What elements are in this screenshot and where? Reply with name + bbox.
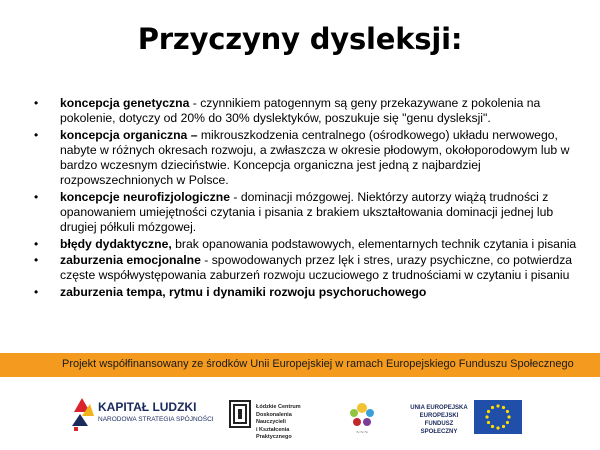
bullet-dot-icon: • bbox=[34, 96, 39, 110]
funding-text: Projekt współfinansowany ze środków Unii Europejskiej w ramach Europejskiego Funduszu Społecznego bbox=[62, 358, 574, 370]
bullet-item bbox=[34, 190, 579, 236]
kapital-ludzki-text bbox=[98, 400, 214, 423]
bullet-dot-icon: • bbox=[34, 284, 39, 299]
kapital-ludzki-logo-icon bbox=[70, 394, 96, 434]
kapital-ludzki-title: KAPITAŁ LUDZKI bbox=[98, 400, 197, 414]
eu-line: EUROPEJSKI bbox=[419, 413, 459, 419]
bullet-item bbox=[34, 96, 579, 127]
bullet-text: - spowodowanych przez lęk i stres, urazy psychiczne, co potwierdza częste współwystępowania zaburzeń rozwoju uczuciowego z trudnościami w czytaniu i pisaniu bbox=[60, 252, 573, 283]
bullet-text: brak opanowania podstawowych, elementarnych technik czytania i pisania bbox=[171, 236, 577, 251]
ldn-line: Doskonalenia Nauczycieli bbox=[256, 411, 292, 425]
eu-line: UNIA EUROPEJSKA bbox=[410, 405, 468, 411]
slide-title: Przyczyny dysleksji: bbox=[137, 22, 463, 56]
bullet-list bbox=[34, 96, 579, 301]
flower-logo-icon bbox=[345, 396, 379, 436]
bullet-text: - czynnikiem patogennym są geny przekazywane z pokolenia na pokolenie, dotyczy od 20% do 30% dyslektyków, poszukuje się "genu dysleksji". bbox=[60, 96, 541, 126]
bullet-dot-icon: • bbox=[34, 252, 39, 267]
bullet-item bbox=[34, 285, 579, 300]
svg-text:~~~: ~~~ bbox=[355, 430, 369, 436]
logo-footer bbox=[0, 386, 600, 450]
bullet-item bbox=[34, 237, 579, 252]
bullet-text: mikrouszkodzenia centralnego (ośrodkowego) układu nerwowego, nabyte w różnych okresach rozwoju, a zwłaszcza w okresie płodowym, okołoporodowym lub w bardzo wczesnym dzieciństwie. Koncepcja organiczna jest jedną z najbardziej rozpowszechnionych w Polsce. bbox=[60, 127, 570, 188]
bullet-item bbox=[34, 253, 579, 284]
bullet-text: - dominacji mózgowej. Niektórzy autorzy wiążą trudności z opanowaniem umiejętności czytania i pisania z brakiem ukształtowania dominacji jednej lub drugiej półkuli mózgowej. bbox=[60, 189, 554, 235]
bullet-term: koncepcja genetyczna bbox=[60, 96, 190, 110]
ldn-square-logo-icon bbox=[229, 400, 251, 428]
ldn-line: i Kształcenia Praktycznego bbox=[256, 426, 292, 440]
bullet-term: błędy dydaktyczne, bbox=[60, 236, 172, 251]
eu-text bbox=[408, 404, 470, 436]
funding-band bbox=[0, 353, 600, 377]
ldn-line: Łódzkie Centrum bbox=[256, 404, 301, 410]
bullet-term: zaburzenia tempa, rytmu i dynamiki rozwoju psychoruchowego bbox=[60, 284, 427, 299]
eu-flag-icon bbox=[474, 400, 522, 434]
eu-line: FUNDUSZ SPOŁECZNY bbox=[420, 421, 458, 435]
bullet-dot-icon: • bbox=[34, 189, 39, 204]
ldn-text bbox=[256, 404, 318, 442]
bullet-term: koncepcja organiczna – bbox=[60, 127, 198, 142]
bullet-term: koncepcje neurofizjologiczne bbox=[60, 189, 230, 204]
bullet-item bbox=[34, 128, 579, 189]
bullet-term: zaburzenia emocjonalne bbox=[60, 252, 201, 267]
kapital-ludzki-subtitle: NARODOWA STRATEGIA SPÓJNOŚCI bbox=[98, 416, 214, 423]
bullet-dot-icon: • bbox=[34, 127, 39, 142]
bullet-dot-icon: • bbox=[34, 236, 39, 251]
